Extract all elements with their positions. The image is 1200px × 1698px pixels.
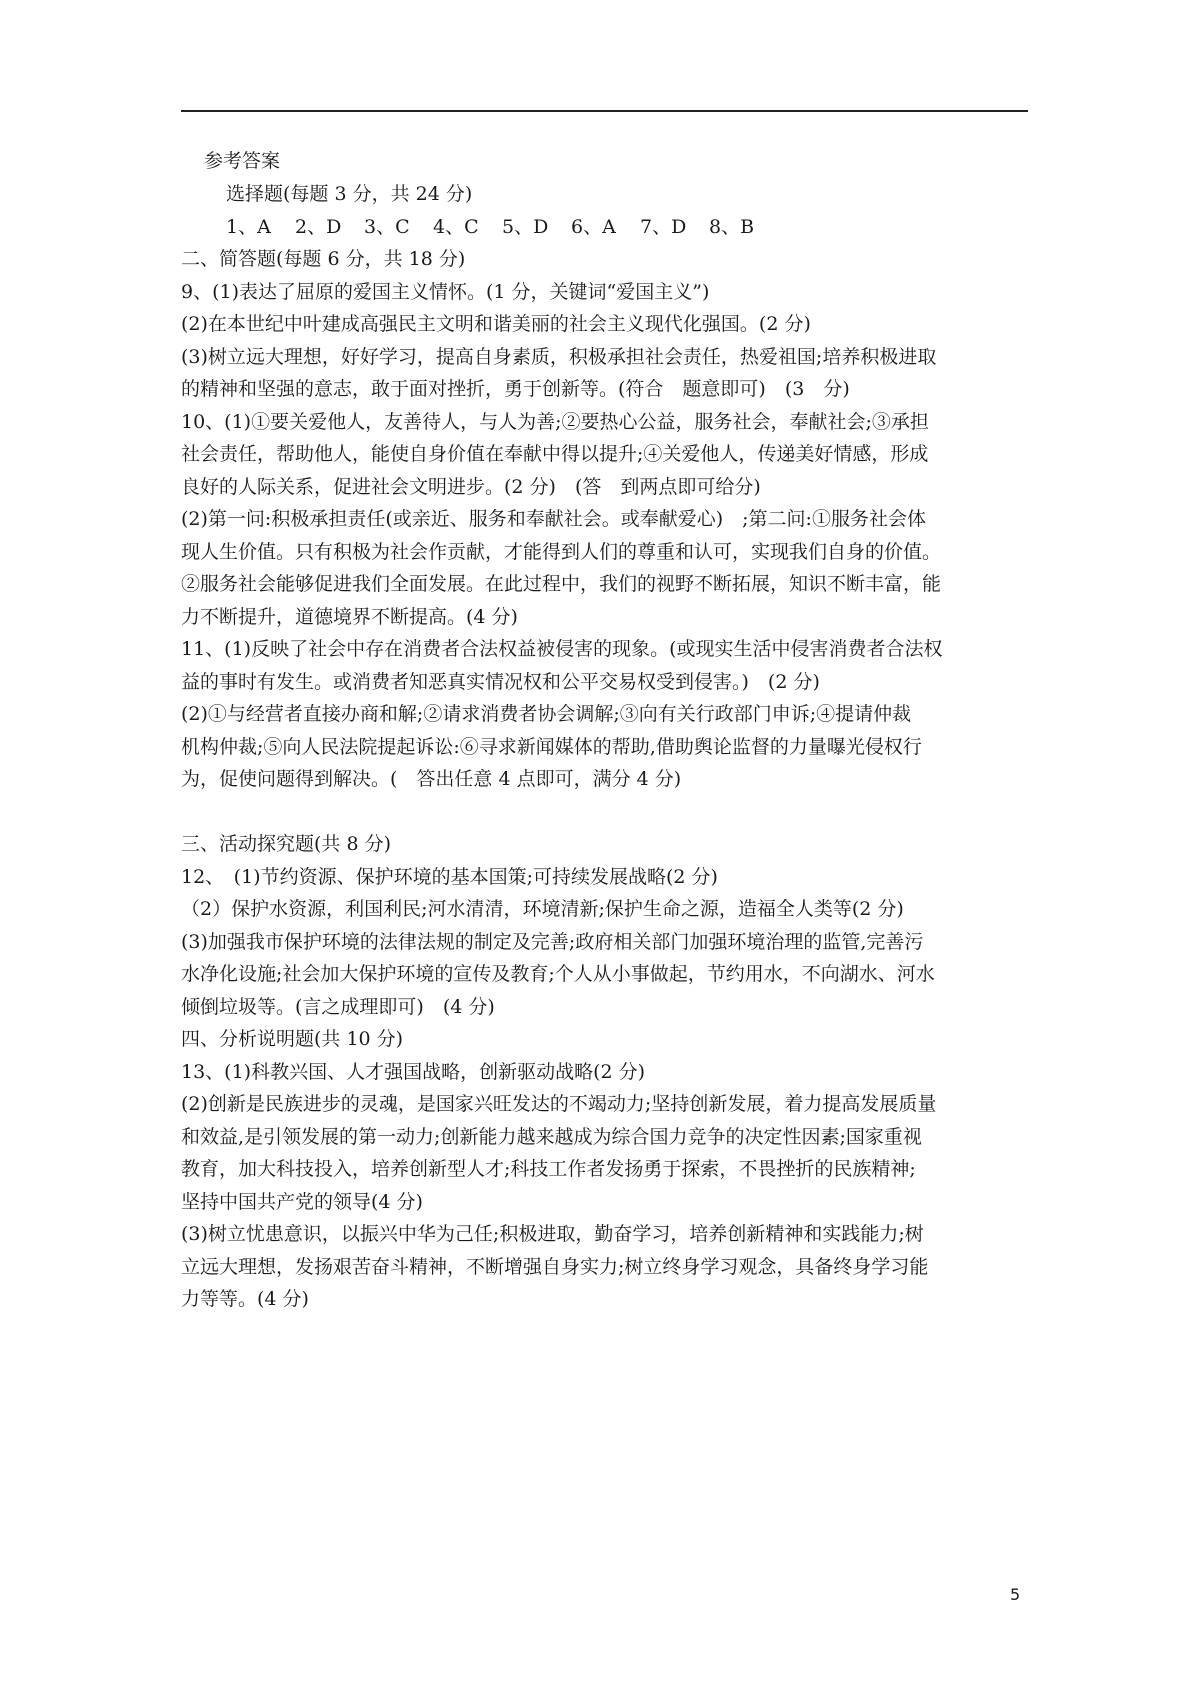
answer-3: 3、C: [364, 216, 410, 238]
answer-key-title: 参考答案: [204, 150, 281, 172]
text-line: 11、(1)反映了社会中存在消费者合法权益被侵害的现象。(或现实生活中侵害消费者合法权: [181, 638, 943, 660]
text-line: 立远大理想，发扬艰苦奋斗精神，不断增强自身实力;树立终身学习观念，具备终身学习能: [181, 1256, 929, 1278]
section4-heading: 四、分析说明题(共 10 分): [181, 1028, 404, 1050]
text-line: 和效益,是引领发展的第一动力;创新能力越来越成为综合国力竞争的决定性因素;国家重视: [181, 1126, 922, 1148]
text-line: 13、(1)科教兴国、人才强国战略，创新驱动战略(2 分): [181, 1061, 646, 1083]
text-line: (2)第一问:积极承担责任(或亲近、服务和奉献社会。或奉献爱心) ;第二问:①服务社会体: [181, 508, 926, 530]
header-rule: [181, 110, 1028, 112]
text-line: 力不断提升，道德境界不断提高。(4 分): [181, 606, 518, 628]
choice-answers: [226, 216, 778, 239]
text-line: 9、(1)表达了屈原的爱国主义情怀。(1 分，关键词“爱国主义”): [181, 281, 710, 303]
section1-heading: 选择题(每题 3 分，共 24 分): [226, 183, 473, 205]
text-line: (2)创新是民族进步的灵魂，是国家兴旺发达的不竭动力;坚持创新发展，着力提高发展质量: [181, 1093, 937, 1115]
text-line: 社会责任，帮助他人，能使自身价值在奉献中得以提升;④关爱他人，传递美好情感，形成: [181, 443, 929, 465]
section3-heading: 三、活动探究题(共 8 分): [181, 833, 391, 855]
text-line: （2）保护水资源，利国利民;河水清清，环境清新;保护生命之源，造福全人类等(2 分): [181, 898, 904, 920]
text-line: 机构仲裁;⑤向人民法院提起诉讼:⑥寻求新闻媒体的帮助,借助舆论监督的力量曝光侵权行: [181, 736, 922, 758]
section2-heading: 二、简答题(每题 6 分，共 18 分): [181, 248, 466, 270]
text-line: ②服务社会能够促进我们全面发展。在此过程中，我们的视野不断拓展，知识不断丰富，能: [181, 573, 942, 595]
text-line: 益的事时有发生。或消费者知恶真实情况权和公平交易权受到侵害。) (2 分): [181, 671, 820, 693]
text-line: 的精神和坚强的意志，敢于面对挫折，勇于创新等。(符合 题意即可) (3 分): [181, 378, 850, 400]
text-line: (3)树立远大理想，好好学习，提高自身素质，积极承担社会责任，热爱祖国;培养积极进取: [181, 346, 937, 368]
text-line: 为，促使问题得到解决。( 答出任意 4 点即可，满分 4 分): [181, 768, 682, 790]
answer-8: 8、B: [709, 216, 755, 238]
text-line: 力等等。(4 分): [181, 1288, 309, 1310]
page-number: 5: [1010, 1585, 1021, 1604]
answer-7: 7、D: [640, 216, 687, 238]
text-line: 教育，加大科技投入，培养创新型人才;科技工作者发扬勇于探索，不畏挫折的民族精神;: [181, 1158, 916, 1180]
answer-4: 4、C: [433, 216, 479, 238]
text-line: 12、 (1)节约资源、保护环境的基本国策;可持续发展战略(2 分): [181, 866, 718, 888]
text-line: 倾倒垃圾等。(言之成理即可) (4 分): [181, 996, 495, 1018]
text-line: 坚持中国共产党的领导(4 分): [181, 1191, 423, 1213]
text-line: (2)在本世纪中叶建成高强民主文明和谐美丽的社会主义现代化强国。(2 分): [181, 313, 811, 335]
answer-5: 5、D: [502, 216, 549, 238]
text-line: (2)①与经营者直接办商和解;②请求消费者协会调解;③向有关行政部门申诉;④提请仲裁: [181, 703, 912, 725]
answer-6: 6、A: [571, 216, 616, 238]
text-line: 10、(1)①要关爱他人，友善待人，与人为善;②要热心公益，服务社会，奉献社会;③承担: [181, 411, 929, 433]
text-line: 水净化设施;社会加大保护环境的宣传及教育;个人从小事做起，节约用水，不向湖水、河水: [181, 963, 935, 985]
text-line: (3)加强我市保护环境的法律法规的制定及完善;政府相关部门加强环境治理的监管,完善污: [181, 931, 924, 953]
text-line: 现人生价值。只有积极为社会作贡献，才能得到人们的尊重和认可，实现我们自身的价值。: [181, 541, 942, 563]
text-line: (3)树立忧患意识，以振兴中华为己任;积极进取，勤奋学习，培养创新精神和实践能力;树: [181, 1223, 924, 1245]
answer-1: 1、A: [226, 216, 271, 238]
text-line: 良好的人际关系，促进社会文明进步。(2 分) (答 到两点即可给分): [181, 476, 761, 498]
answer-2: 2、D: [295, 216, 342, 238]
